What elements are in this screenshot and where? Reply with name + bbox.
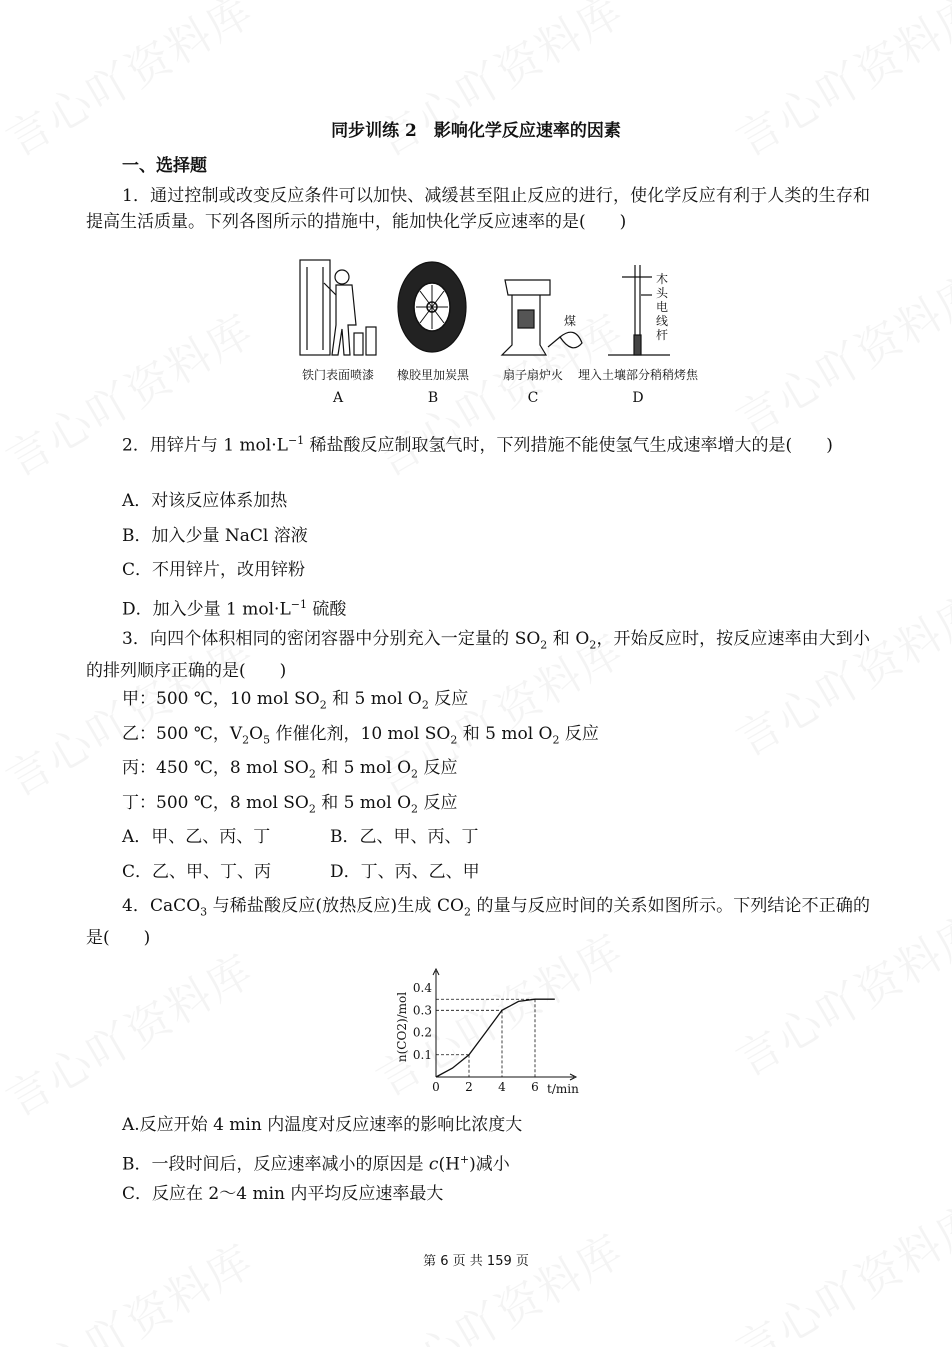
superscript: −1 xyxy=(290,598,307,611)
caption-c: 扇子扇炉火 xyxy=(502,368,564,382)
subscript: 2 xyxy=(552,733,560,747)
stem-text: ，开始反应时，按反应速率由大到小的排列顺序正确的是( ) xyxy=(86,629,870,682)
superscript: + xyxy=(459,1153,470,1166)
letter-b: B xyxy=(427,390,439,406)
caption-b: 橡胶里加炭黑 xyxy=(396,368,470,382)
x-tick-label: 4 xyxy=(498,1080,506,1094)
y-axis-label: n(CO2)/mol xyxy=(395,991,409,1063)
x-axis-label: t/min xyxy=(547,1082,579,1095)
coal-label: 煤 xyxy=(564,314,577,328)
subscript: 2 xyxy=(540,638,548,652)
condition-text: 甲：500 ℃，10 mol SO xyxy=(122,689,320,709)
subscript: 2 xyxy=(319,698,327,712)
question-3-option-c: C．乙、甲、丁、丙 xyxy=(122,862,272,882)
question-2-option-c: C．不用锌片，改用锌粉 xyxy=(122,560,306,580)
page-title: 同步训练 2 影响化学反应速率的因素 xyxy=(331,121,621,141)
question-2-option-a: A．对该反应体系加热 xyxy=(122,491,288,511)
condition-text: 丁：500 ℃，8 mol SO xyxy=(122,793,309,813)
door-spray-illustration xyxy=(300,260,376,355)
subscript: 2 xyxy=(308,802,316,816)
page-footer: 第 6 页 共 159 页 xyxy=(423,1254,529,1269)
question-4-option-b xyxy=(122,1147,510,1178)
pole-label-char: 头 xyxy=(656,286,669,300)
condition-text: 和 5 mol O xyxy=(457,724,553,744)
subscript: 3 xyxy=(200,905,208,919)
watermark xyxy=(0,935,264,1128)
stem-text: 3．向四个体积相同的密闭容器中分别充入一定量的 SO xyxy=(122,629,541,649)
stem-text: 4．CaCO xyxy=(122,896,201,916)
pole-label-char: 木 xyxy=(656,272,669,286)
pole-label-char: 杆 xyxy=(656,328,669,342)
co2-curve xyxy=(436,999,555,1077)
section-heading: 一、选择题 xyxy=(122,156,207,176)
condition-jia xyxy=(122,686,468,718)
condition-yi xyxy=(122,721,599,753)
stem-text: 稀盐酸反应制取氢气时，下列措施不能使氢气生成速率增大的是( ) xyxy=(304,435,833,456)
condition-text: 反应 xyxy=(418,758,458,778)
subscript: 2 xyxy=(242,733,250,747)
subscript: 2 xyxy=(308,767,316,781)
x-tick-label: 2 xyxy=(465,1080,473,1094)
watermark xyxy=(0,0,264,169)
condition-text: 反应 xyxy=(559,724,599,744)
question-3-option-a: A．甲、乙、丙、丁 xyxy=(122,827,271,847)
question-2-stem xyxy=(86,428,870,459)
caption-a: 铁门表面喷漆 xyxy=(301,368,375,382)
y-tick-label: 0.3 xyxy=(412,1003,432,1018)
question-3-option-d: D．丁、丙、乙、甲 xyxy=(330,862,480,882)
y-tick-label: 0.1 xyxy=(412,1047,432,1062)
y-tick-label: 0.2 xyxy=(412,1025,432,1040)
stem-text: 的量与反应时间的关系如图所示。下列结论不正确的是( ) xyxy=(86,896,870,949)
letter-a: A xyxy=(332,390,344,406)
question-1-figure xyxy=(290,255,730,415)
condition-ding xyxy=(122,790,457,822)
stem-text: 2．用锌片与 1 mol·L xyxy=(122,435,288,456)
question-4-option-a: A.反应开始 4 min 内温度对反应速率的影响比浓度大 xyxy=(122,1115,523,1135)
subscript: 2 xyxy=(450,733,458,747)
x-tick-label: 0 xyxy=(432,1080,440,1094)
condition-text: 作催化剂，10 mol SO xyxy=(270,724,451,744)
stem-text: 和 O xyxy=(547,629,590,649)
option-text: 硫酸 xyxy=(306,599,347,620)
question-2-option-b: B．加入少量 NaCl 溶液 xyxy=(122,526,308,546)
letter-c: C xyxy=(527,390,539,406)
caption-d: 埋入土壤部分稍稍烤焦 xyxy=(577,368,699,382)
condition-text: O xyxy=(249,724,264,744)
option-text: c xyxy=(428,1154,439,1175)
question-2-option-d xyxy=(122,592,346,623)
question-4-stem xyxy=(86,893,870,951)
question-3-stem xyxy=(86,626,870,684)
x-tick-label: 6 xyxy=(531,1080,539,1094)
condition-bing xyxy=(122,755,457,787)
subscript: 5 xyxy=(263,733,271,747)
watermark xyxy=(362,0,633,169)
pole-label-char: 电 xyxy=(656,300,669,314)
condition-text: 反应 xyxy=(428,689,469,709)
watermark xyxy=(722,255,952,448)
option-text: )减小 xyxy=(469,1154,510,1175)
subscript: 2 xyxy=(421,698,429,712)
condition-text: 丙：450 ℃，8 mol SO xyxy=(122,758,309,778)
watermark xyxy=(722,0,952,169)
condition-text: 和 5 mol O xyxy=(315,793,412,813)
watermark xyxy=(0,295,264,488)
subscript: 2 xyxy=(411,802,419,816)
condition-text: 和 5 mol O xyxy=(315,758,412,778)
subscript: 2 xyxy=(463,905,471,919)
co2-time-chart xyxy=(392,965,602,1095)
superscript: −1 xyxy=(287,434,305,447)
question-4-option-c: C．反应在 2～4 min 内平均反应速率最大 xyxy=(122,1184,444,1204)
condition-text: 乙：500 ℃，V xyxy=(122,724,243,744)
subscript: 2 xyxy=(411,767,419,781)
subscript: 2 xyxy=(589,638,597,652)
y-tick-label: 0.4 xyxy=(412,981,432,996)
stem-text: 与稀盐酸反应(放热反应)生成 CO xyxy=(207,896,464,916)
letter-d: D xyxy=(632,390,644,406)
question-1-stem: 1．通过控制或改变反应条件可以加快、减缓甚至阻止反应的进行，使化学反应有利于人类的生存和提高生活质量。下列各图所示的措施中，能加快化学反应速率的是( ) xyxy=(86,186,870,232)
option-text: D．加入少量 1 mol·L xyxy=(122,599,291,620)
condition-text: 和 5 mol O xyxy=(326,689,422,709)
option-text: (H xyxy=(438,1154,460,1175)
tire-illustration xyxy=(398,262,466,352)
question-3-option-b: B．乙、甲、丙、丁 xyxy=(330,827,479,847)
condition-text: 反应 xyxy=(418,793,458,813)
option-text: B．一段时间后，反应速率减小的原因是 xyxy=(122,1154,429,1175)
watermark xyxy=(0,1225,264,1347)
pole-label-char: 线 xyxy=(656,314,669,328)
watermark xyxy=(362,1215,633,1347)
